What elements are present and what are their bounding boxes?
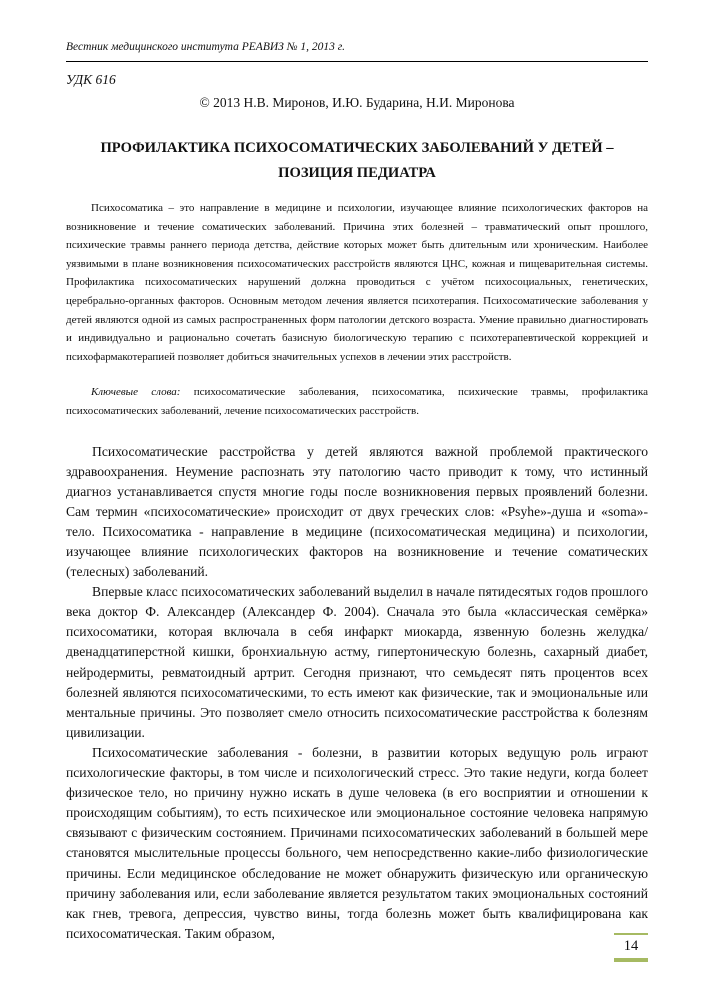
abstract-paragraph: Психосоматика – это направление в медицине и психологии, изучающее влияние психологических факторов на возникновение и течение соматических заболеваний. Причина этих болезней – травматический опыт прошлого, психические травмы раннего периода детства, действие которых может быть длительным или хроническим. Наиболее уязвимыми в плане возникновения психосоматических расстройств являются ЦНС, кожная и пищеварительная системы. Профилактика психосоматических нарушений должна проводиться с учётом психосоциальных, генетических, церебрально-органных факторов. Основным методом лечения является психотерапия. Психосоматические заболевания у детей являются одной из самых распространенных форм патологии детского возраста. Умение правильно диагностировать и индивидуально и рационально сочетать базисную биологическую терапию с психотерапевтической коррекцией и психофармакотерапией позволяет добиться значительных успехов в лечении этих расстройств.	[66, 202, 648, 363]
page-footer	[614, 933, 648, 962]
body-paragraph-1: Психосоматические расстройства у детей являются важной проблемой практического здравоохранения. Неумение распознать эту патологию часто приводит к тому, что истинный диагноз устанавливается спустя многие годы после возникновения первых проявлений болезни. Сам термин «психосоматические» происходит от двух греческих слов: «Psyhe»-душа и «soma»-тело. Психосоматика - направление в медицине (психосоматическая медицина) и психологии, изучающее влияние психологических факторов на возникновение и течение соматических (телесных) заболеваний.	[66, 443, 648, 580]
body-paragraph-2: Впервые класс психосоматических заболеваний выделил в начале пятидесятых годов прошлого века доктор Ф. Александер (Александер Ф. 2004). Сначала это была «классическая семёрка» психосоматики, которая включала в себя инфаркт миокарда, язвенную болезнь желудка/двенадцатиперстной кишки, бронхиальную астму, гипертоническую болезнь, сахарный диабет, нейродермиты, ревматоидный артрит. Сегодня признают, что семьдесят пять процентов всех болезней являются психосоматическими, то есть имеют как физические, так и эмоциональные или ментальные причины. Это позволяет смело относить психосоматические расстройства к болезням цивилизации.	[66, 584, 648, 740]
keywords-paragraph	[66, 383, 648, 420]
body-paragraph-3: Психосоматические заболевания - болезни, в развитии которых ведущую роль играют психологические факторы, в том числе и психологический стресс. Это такие недуги, когда болеет физическое тело, но причину нужно искать в душе человека (в его восприятии и отношении к происходящим событиям), то есть психическое или эмоциональное состояние человека напрямую связывают с физическим состоянием. Причинами психосоматических заболеваний в большей мере становятся мыслительные процессы больного, чем непосредственно какие-либо физиологические причины. Если медицинское обследование не может обнаружить физическую или органическую причину заболевания или, если заболевание является результатом таких эмоциональных состояний как гнев, тревога, депрессия, чувство вины, тогда болезнь может быть квалифицирована как психосоматическая. Таким образом,	[66, 744, 648, 941]
page-number: 14	[623, 938, 639, 954]
keywords-text: психосоматические заболевания, психосоматика, психические травмы, профилактика психосоматических заболеваний, лечение психосоматических расстройств.	[66, 386, 649, 417]
journal-title-text: Вестник медицинского института РЕАВИЗ № 1, 2013 г.	[66, 41, 346, 53]
article-title-line-1: ПРОФИЛАКТИКА ПСИХОСОМАТИЧЕСКИХ ЗАБОЛЕВАНИЙ У ДЕТЕЙ –	[100, 140, 614, 156]
article-title	[66, 136, 648, 186]
running-header	[66, 40, 648, 62]
udk-code: УДК 616	[66, 72, 116, 87]
article-title-line-2: ПОЗИЦИЯ ПЕДИАТРА	[278, 165, 436, 181]
page-number-rule-bottom	[614, 958, 648, 962]
keywords-label: Ключевые слова:	[91, 386, 181, 399]
copyright-line: © 2013 Н.В. Миронов, И.Ю. Бударина, Н.И. Миронова	[199, 95, 515, 110]
article-body	[66, 442, 648, 944]
